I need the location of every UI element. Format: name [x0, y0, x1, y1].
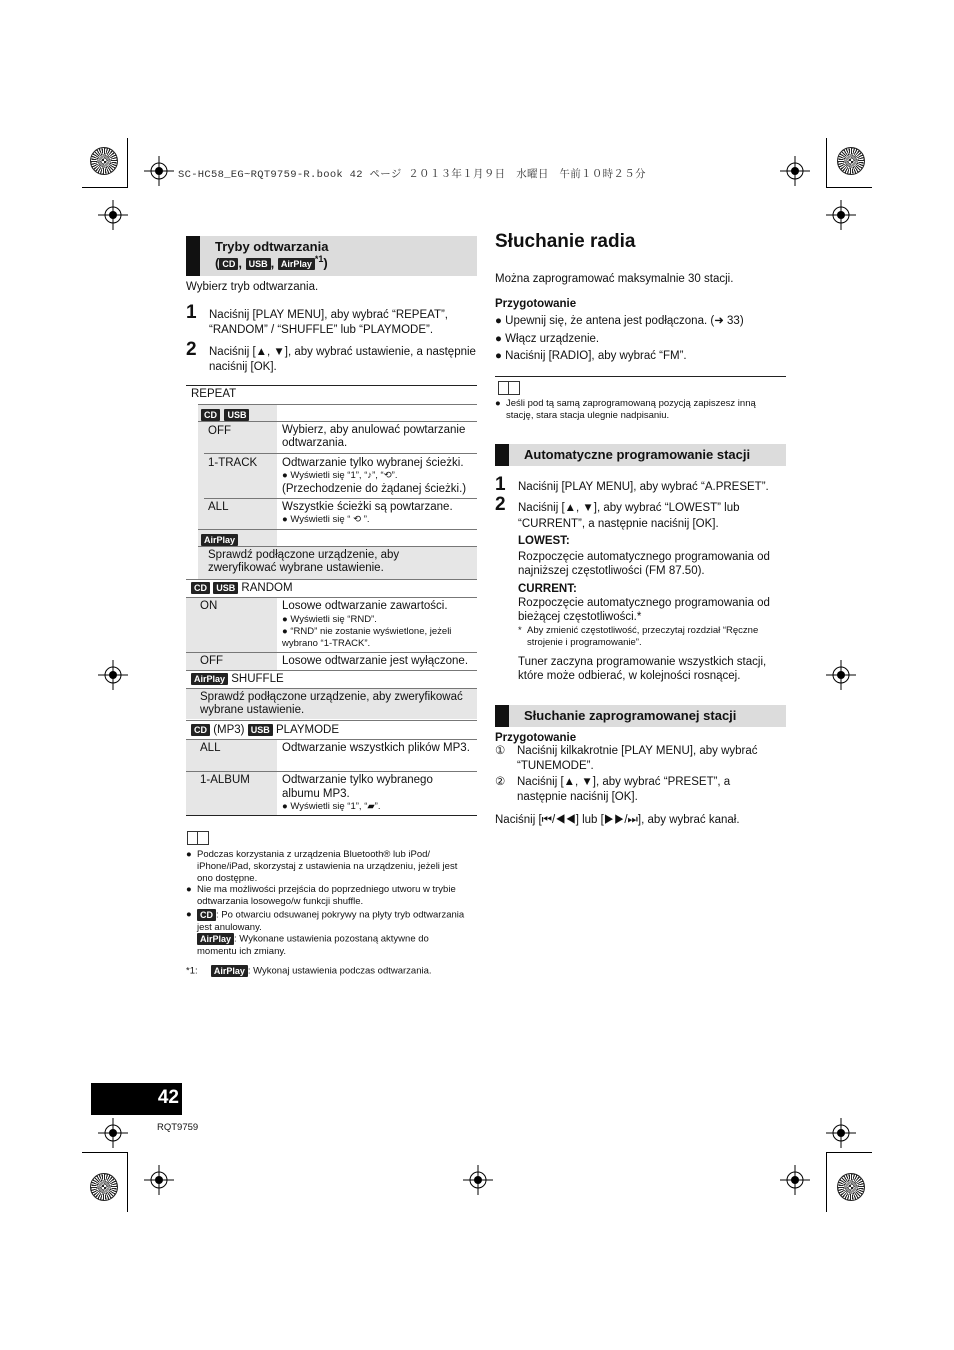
section-header-bar	[495, 705, 509, 727]
airplay-badge: AirPlay	[278, 258, 315, 270]
crop-mark	[127, 138, 128, 188]
listen-step-1: ① Naciśnij kilkakrotnie [PLAY MENU], aby wybrać “TUNEMODE”.	[495, 745, 758, 772]
color-rosette-bottom-left	[90, 1173, 118, 1201]
shuffle-label: AirPlay SHUFFLE	[191, 672, 284, 687]
pm-album-note: ● Wyświetli się “1”, “▰”.	[282, 801, 381, 812]
rule	[186, 720, 477, 721]
repeat-off-desc: Wybierz, aby anulować powtarzanie odtwarzania.	[282, 424, 466, 449]
listen-step-2: ② Naciśnij [▲, ▼], aby wybrać “PRESET”, a następnie naciśnij [OK].	[495, 776, 731, 803]
step-1-text: Naciśnij [PLAY MENU], aby wybrać “REPEAT”, “RANDOM” / “SHUFFLE” lub “PLAYMODE”.	[209, 309, 449, 336]
current-label: CURRENT:	[518, 583, 577, 595]
print-header: SC-HC58_EG~RQT9759-R.book 42 ページ ２０１３年１月９日 水曜日 午前１０時２５分	[178, 169, 646, 181]
doc-code: RQT9759	[157, 1122, 199, 1133]
table-bottom-rule	[186, 815, 477, 816]
crop-mark	[826, 1152, 827, 1212]
rule	[186, 670, 477, 671]
random-off-desc: Losowe odtwarzanie jest wyłączone.	[282, 655, 469, 667]
section-header-bar	[186, 236, 200, 276]
pm-album-desc: Odtwarzanie tylko wybranego albumu MP3.	[282, 774, 433, 800]
color-rosette-bottom-right	[837, 1173, 865, 1201]
table-top-rule	[186, 385, 477, 386]
pm-album: 1-ALBUM	[200, 774, 250, 786]
step-number: 1	[186, 302, 197, 323]
color-rosette-top-left	[90, 147, 118, 175]
pm-all: ALL	[200, 742, 221, 754]
random-on-note2: ● “RND” nie zostanie wyświetlone, jeżeli wybrano “1-TRACK”.	[282, 626, 452, 649]
rule	[186, 579, 477, 580]
prep-2: ● Włącz urządzenie.	[495, 333, 600, 345]
memo-icon	[187, 831, 209, 845]
rule	[198, 529, 477, 530]
repeat-all-note: ● Wyświetli się “ ⟲ ”.	[282, 514, 370, 525]
tuner-text: Tuner zaczyna programowanie wszystkich stacji, które może odbierać, w kolejności rosnącej.	[518, 656, 767, 682]
color-rosette-top-right	[837, 147, 865, 175]
auto-step-2: Naciśnij [▲, ▼], aby wybrać “LOWEST” lub “CURRENT”, a następnie naciśnij [OK].	[518, 502, 740, 530]
random-on-note1: ● Wyświetli się “RND”.	[282, 614, 377, 625]
lowest-label: LOWEST:	[518, 535, 570, 547]
registration-mark	[463, 1165, 493, 1195]
registration-mark	[144, 156, 174, 186]
random-on-desc: Losowe odtwarzanie zawartości.	[282, 600, 448, 612]
random-on: ON	[200, 600, 218, 612]
lowest-desc: Rozpoczęcie automatycznego programowania od najniższej częstotliwości (FM 87.50).	[518, 551, 770, 577]
repeat-1track-desc: Odtwarzanie tylko wybranej ścieżki.	[282, 457, 464, 469]
usb-badge: USB	[246, 258, 271, 270]
rule	[198, 404, 477, 405]
radio-intro: Można zaprogramować maksymalnie 30 stacji.	[495, 273, 734, 285]
listen-final: Naciśnij [⏮/◀◀] lub [▶▶/⏭], aby wybrać kanał.	[495, 814, 740, 826]
repeat-1track: 1-TRACK	[208, 457, 258, 469]
repeat-1track-note: ● Wyświetli się “1”, “♪”, “⟲”.	[282, 470, 398, 481]
random-label: CD USB RANDOM	[191, 581, 293, 596]
note-4: AirPlay : Wykonane ustawienia pozostaną aktywne do momentu ich zmiany.	[197, 933, 429, 957]
crop-mark	[826, 1152, 872, 1153]
repeat-off: OFF	[208, 425, 231, 437]
repeat-1track-desc2: (Przechodzenie do żądanej ścieżki.)	[282, 483, 467, 495]
note-1: ● Podczas korzystania z urządzenia Bluetooth® lub iPod/ iPhone/iPad, skorzystaj z ustawienia na urządzeniu, jeżeli jest ono dostępne.	[186, 849, 458, 884]
registration-mark	[826, 1118, 856, 1148]
memo-note: ● Jeśli pod tą samą zaprogramowaną pozycją zapiszesz inną stację, stara stacja ulegnie nadpisaniu.	[495, 398, 756, 421]
rule	[204, 498, 477, 499]
step-2-text: Naciśnij [▲, ▼], aby wybrać ustawienie, a następnie naciśnij [OK].	[209, 346, 476, 373]
rule	[186, 771, 477, 772]
crop-mark	[82, 187, 128, 188]
auto-step-1: Naciśnij [PLAY MENU], aby wybrać “A.PRESET”.	[518, 481, 769, 493]
repeat-all-desc: Wszystkie ścieżki są powtarzane.	[282, 501, 453, 513]
prep-1: ● Upewnij się, że antena jest podłączona. (➜ 33)	[495, 315, 744, 327]
crop-mark	[82, 1152, 128, 1153]
pm-all-desc: Odtwarzanie wszystkich plików MP3.	[282, 742, 470, 754]
crop-mark	[826, 138, 827, 188]
shuffle-check: Sprawdź podłączone urządzenie, aby zweryfikować wybrane ustawienie.	[200, 691, 463, 716]
intro-text: Wybierz tryb odtwarzania.	[186, 281, 319, 293]
note-2: ● Nie ma możliwości przejścia do poprzedniego utworu w trybie odtwarzania losowego/w funkcji shuffle.	[186, 884, 456, 907]
registration-mark	[98, 660, 128, 690]
prep-3: ● Naciśnij [RADIO], aby wybrać “FM”.	[495, 350, 687, 362]
registration-mark	[826, 200, 856, 230]
registration-mark	[144, 1165, 174, 1195]
cd-badge: CD	[219, 258, 238, 270]
footnote: *1: AirPlay : Wykonaj ustawienia podczas odtwarzania.	[186, 965, 432, 977]
repeat-all: ALL	[208, 501, 229, 513]
rule	[186, 652, 477, 653]
step-number: 2	[186, 339, 197, 360]
memo-rule	[495, 376, 786, 377]
registration-mark	[98, 200, 128, 230]
registration-mark	[826, 660, 856, 690]
registration-mark	[780, 1165, 810, 1195]
section-header-bar	[495, 444, 509, 466]
current-desc: Rozpoczęcie automatycznego programowania od bieżącej częstotliwości.*	[518, 597, 770, 623]
crop-mark	[127, 1152, 128, 1212]
listen-title: Słuchanie zaprogramowanej stacji	[524, 708, 737, 723]
rule	[198, 421, 477, 422]
registration-mark	[98, 1118, 128, 1148]
airplay-badge: AirPlay	[201, 531, 238, 549]
current-note: * Aby zmienić częstotliwość, przeczytaj rozdział “Ręczne strojenie i programowanie”.	[518, 625, 759, 648]
step-number: 1	[495, 474, 506, 495]
section-title: Tryby odtwarzania ( CD , USB , AirPlay $^{*1}$)	[215, 239, 329, 271]
prep-label: Przygotowanie	[495, 298, 577, 310]
random-off: OFF	[200, 655, 223, 667]
note-3: ● CD : Po otwarciu odsuwanej pokrywy na płyty tryb odtwarzania jest anulowany.	[186, 909, 465, 933]
cd-usb-badges: CD USB	[201, 406, 249, 424]
page-title: Słuchanie radia	[495, 231, 636, 252]
rule	[204, 453, 477, 454]
crop-mark	[826, 187, 872, 188]
page-number: 42	[91, 1083, 182, 1115]
registration-mark	[780, 156, 810, 186]
step-number: 2	[495, 494, 506, 515]
playmode-label: CD (MP3) USB PLAYMODE	[191, 723, 339, 738]
auto-title: Automatyczne programowanie stacji	[524, 447, 751, 462]
airplay-check: Sprawdź podłączone urządzenie, aby zweryfikować wybrane ustawienie.	[208, 549, 400, 574]
memo-icon	[498, 381, 520, 395]
repeat-label: REPEAT	[191, 388, 237, 400]
listen-prep-label: Przygotowanie	[495, 732, 577, 744]
